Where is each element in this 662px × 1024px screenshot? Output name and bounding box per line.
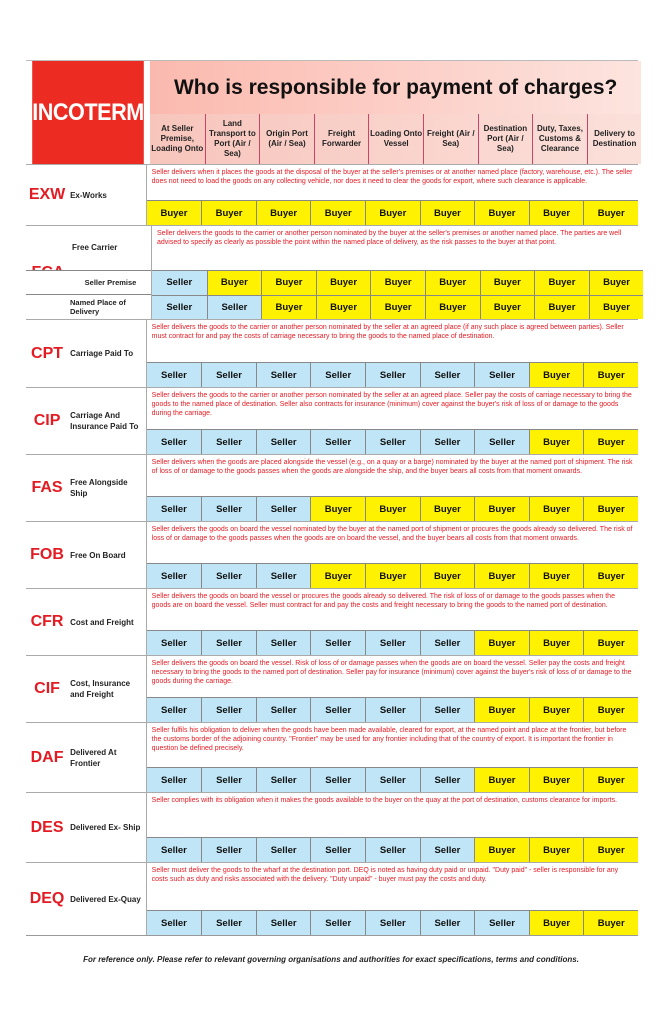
buyer-cell: Buyer	[201, 200, 256, 225]
buyer-cell: Buyer	[425, 295, 480, 320]
buyer-cell: Buyer	[480, 270, 535, 295]
buyer-cell: Buyer	[583, 362, 638, 387]
term-name: Delivered Ex-Quay	[70, 894, 141, 904]
seller-cell: Seller	[310, 630, 365, 655]
term-row-fob	[26, 521, 638, 588]
seller-cell: Seller	[152, 270, 207, 295]
seller-cell: Seller	[420, 767, 475, 792]
buyer-cell: Buyer	[261, 295, 316, 320]
seller-cell: Seller	[310, 910, 365, 935]
seller-cell: Seller	[256, 630, 311, 655]
term-name: Delivered At Frontier	[70, 747, 117, 768]
term-row-cfr	[26, 588, 638, 655]
seller-cell: Seller	[474, 362, 529, 387]
seller-cell: Seller	[365, 837, 420, 862]
seller-cell: Seller	[201, 910, 256, 935]
page-title: Who is responsible for payment of charges?	[150, 61, 641, 114]
buyer-cell: Buyer	[529, 910, 584, 935]
buyer-cell: Buyer	[589, 270, 644, 295]
buyer-cell: Buyer	[589, 295, 644, 320]
responsibility-cells	[147, 697, 638, 722]
term-body	[146, 388, 638, 454]
term-name: Carriage Paid To	[70, 349, 134, 358]
column-header-9: Delivery to Destination	[587, 114, 642, 164]
seller-cell: Seller	[201, 563, 256, 588]
seller-cell: Seller	[420, 362, 475, 387]
buyer-cell: Buyer	[529, 563, 584, 588]
buyer-cell: Buyer	[480, 295, 535, 320]
seller-cell: Seller	[201, 429, 256, 454]
term-body	[146, 723, 638, 792]
term-row-fas	[26, 454, 638, 521]
term-row-cif	[26, 655, 638, 722]
buyer-cell: Buyer	[420, 200, 475, 225]
buyer-cell: Buyer	[583, 767, 638, 792]
seller-cell: Seller	[365, 630, 420, 655]
seller-cell: Seller	[256, 496, 311, 521]
buyer-cell: Buyer	[365, 563, 420, 588]
seller-cell: Seller	[365, 910, 420, 935]
seller-cell: Seller	[474, 429, 529, 454]
responsibility-cells	[147, 910, 638, 935]
buyer-cell: Buyer	[316, 270, 371, 295]
responsibility-cells	[152, 295, 643, 320]
seller-cell: Seller	[201, 630, 256, 655]
responsibility-cells	[147, 429, 638, 454]
fca-sub-label: Seller Premise	[26, 270, 151, 295]
header-right	[150, 61, 641, 164]
term-name: Delivered Ex- Ship	[70, 823, 141, 832]
term-code: DEQ	[29, 890, 65, 907]
term-row-des	[26, 792, 638, 862]
incoterm-logo: INCOTERM	[32, 61, 144, 164]
term-row-cip	[26, 387, 638, 454]
buyer-cell: Buyer	[583, 837, 638, 862]
seller-cell: Seller	[201, 837, 256, 862]
responsibility-cells	[147, 837, 638, 862]
seller-cell: Seller	[201, 362, 256, 387]
term-name: Free On Board	[70, 550, 126, 560]
term-row-cpt	[26, 319, 638, 387]
term-description: Seller delivers when the goods are placed alongside the vessel (e.g., on a quay or a barge) nominated by the buyer at the named port of shipment. The risk of loss of or damage to the goods passes when the goods are alongside the ship, and the buyer bears all costs from that moment onwards.	[151, 459, 633, 476]
term-name: Cost and Freight	[70, 617, 134, 627]
seller-cell: Seller	[365, 767, 420, 792]
buyer-cell: Buyer	[583, 697, 638, 722]
buyer-cell: Buyer	[474, 563, 529, 588]
seller-cell: Seller	[256, 767, 311, 792]
buyer-cell: Buyer	[370, 270, 425, 295]
buyer-cell: Buyer	[365, 200, 420, 225]
column-headers	[150, 114, 641, 164]
term-body	[146, 455, 638, 521]
seller-cell: Seller	[256, 429, 311, 454]
seller-cell: Seller	[147, 563, 202, 588]
buyer-cell: Buyer	[256, 200, 311, 225]
term-code: DAF	[30, 748, 64, 766]
seller-cell: Seller	[420, 837, 475, 862]
buyer-cell: Buyer	[529, 767, 584, 792]
buyer-cell: Buyer	[583, 910, 638, 935]
seller-cell: Seller	[147, 630, 202, 655]
term-body	[146, 589, 638, 655]
buyer-cell: Buyer	[529, 496, 584, 521]
incoterms-chart	[26, 60, 638, 936]
term-name: Carriage And Insurance Paid To	[70, 411, 139, 431]
term-description: Seller delivers the goods on board the vessel nominated by the buyer at the named port of shipment or procures the goods already so delivered. The risk of loss of or damage to the goods passes when the goods are on board the vessel, and the buyer bears all costs from that moment onwards.	[151, 526, 633, 543]
column-header-5: Loading Onto Vessel	[368, 114, 423, 164]
buyer-cell: Buyer	[529, 630, 584, 655]
seller-cell: Seller	[256, 563, 311, 588]
buyer-cell: Buyer	[529, 697, 584, 722]
seller-cell: Seller	[310, 767, 365, 792]
buyer-cell: Buyer	[420, 496, 475, 521]
buyer-cell: Buyer	[529, 837, 584, 862]
term-name: Free Alongside Ship	[70, 478, 128, 498]
buyer-cell: Buyer	[583, 496, 638, 521]
term-description: Seller delivers the goods to the carrier or another person nominated by the buyer at the seller's premises or another named place. The parties are well advised to specify as clearly as possible the point within the named place of delivery, as the risk passes to the buyer at that point.	[157, 230, 622, 247]
buyer-cell: Buyer	[474, 697, 529, 722]
seller-cell: Seller	[256, 837, 311, 862]
column-header-8: Duty, Taxes, Customs & Clearance	[532, 114, 587, 164]
seller-cell: Seller	[147, 362, 202, 387]
buyer-cell: Buyer	[425, 270, 480, 295]
responsibility-cells	[147, 767, 638, 792]
term-code: EXW	[28, 186, 66, 203]
seller-cell: Seller	[256, 697, 311, 722]
term-description: Seller delivers the goods to the carrier or another person nominated by the seller at an agreed place (if any such place is agreed between parties). Seller must contract for and pay the costs of carriage necessary to bring the goods to the named place of destination.	[151, 324, 624, 341]
term-code: CIF	[34, 680, 60, 697]
buyer-cell: Buyer	[529, 429, 584, 454]
seller-cell: Seller	[474, 910, 529, 935]
term-row-exw	[26, 164, 638, 225]
seller-cell: Seller	[201, 697, 256, 722]
term-row-daf	[26, 722, 638, 792]
buyer-cell: Buyer	[583, 429, 638, 454]
term-description: Seller complies with its obligation when it makes the goods available to the buyer on the quay at the port of destination, customs clearance for imports.	[151, 797, 618, 804]
term-body	[146, 793, 638, 862]
seller-cell: Seller	[256, 910, 311, 935]
term-description: Seller must deliver the goods to the wharf at the destination port. DEQ is noted as having duty paid or unpaid. "Duty paid" - seller is responsible for any costs such as duty and risks associated with the delivery. "Duty unpaid" - buyer must pay the costs and duty.	[151, 867, 619, 884]
buyer-cell: Buyer	[207, 270, 262, 295]
buyer-cell: Buyer	[583, 200, 638, 225]
buyer-cell: Buyer	[534, 295, 589, 320]
seller-cell: Seller	[420, 910, 475, 935]
term-code: CIP	[33, 412, 61, 429]
buyer-cell: Buyer	[583, 563, 638, 588]
term-row-deq	[26, 862, 638, 935]
term-body	[146, 320, 638, 387]
buyer-cell: Buyer	[420, 563, 475, 588]
fca-labels	[70, 226, 151, 319]
buyer-cell: Buyer	[474, 630, 529, 655]
fca-left	[26, 226, 151, 319]
buyer-cell: Buyer	[365, 496, 420, 521]
seller-cell: Seller	[147, 697, 202, 722]
column-header-2: Land Transport to Port (Air / Sea)	[205, 114, 260, 164]
term-body	[146, 863, 638, 935]
footer-note: For reference only. Please refer to relevant governing organisations and authorities for exact specifications, terms and conditions.	[83, 955, 579, 964]
seller-cell: Seller	[147, 496, 202, 521]
buyer-cell: Buyer	[474, 496, 529, 521]
seller-cell: Seller	[420, 630, 475, 655]
seller-cell: Seller	[256, 362, 311, 387]
term-body	[146, 165, 638, 225]
seller-cell: Seller	[201, 767, 256, 792]
column-header-1: At Seller Premise, Loading Onto	[151, 124, 204, 153]
seller-cell: Seller	[152, 295, 207, 320]
seller-cell: Seller	[310, 697, 365, 722]
term-code: DES	[30, 818, 64, 836]
buyer-cell: Buyer	[474, 200, 529, 225]
term-code: FAS	[31, 479, 63, 496]
seller-cell: Seller	[147, 429, 202, 454]
seller-cell: Seller	[147, 837, 202, 862]
term-description: Seller delivers the goods on board the vessel. Risk of loss of or damage passes when the goods are on board the vessel. Seller pay the costs and freight necessary to bring the goods to the named port of destination. Seller pay for insurance (minimum) cover against the buyer's risk of loss of or damage to the goods during the carriage.	[151, 660, 632, 686]
buyer-cell: Buyer	[583, 630, 638, 655]
column-header-7: Destination Port (Air / Sea)	[478, 114, 533, 164]
buyer-cell: Buyer	[310, 496, 365, 521]
responsibility-cells	[152, 270, 643, 295]
term-body	[151, 226, 643, 319]
column-header-6: Freight (Air / Sea)	[423, 114, 478, 164]
buyer-cell: Buyer	[529, 200, 584, 225]
term-name: Cost, Insurance and Freight	[70, 679, 131, 699]
seller-cell: Seller	[147, 910, 202, 935]
responsibility-cells	[147, 200, 638, 225]
column-header-3: Origin Port (Air / Sea)	[259, 114, 314, 164]
term-description: Seller fulfils his obligation to deliver when the goods have been made available, cleared for export, at the named point and place at the frontier, but before the customs border of the adjoining country. "Frontier" may be used for any frontier including that of the country of export. It is important the frontier in question be defined precisely.	[151, 727, 627, 753]
buyer-cell: Buyer	[316, 295, 371, 320]
seller-cell: Seller	[147, 767, 202, 792]
term-description: Seller delivers the goods on board the vessel or procures the goods already so delivered. The risk of loss of or damage to the goods passes when the goods are on board the vessel. Seller must contract for and pay the costs and freight necessary to bring the goods to the named port of destination.	[151, 593, 615, 610]
buyer-cell: Buyer	[310, 200, 365, 225]
column-header-4: Freight Forwarder	[314, 114, 369, 164]
fca-sub-label: Named Place of Delivery	[26, 294, 151, 319]
term-description: Seller delivers when it places the goods at the disposal of the buyer at the seller's premises or at another named place (factory, warehouse, etc.). The seller does not need to load the goods on any collecting vehicle, nor does it need to clear the goods for export, where such clearance is applicable.	[151, 169, 633, 186]
buyer-cell: Buyer	[529, 362, 584, 387]
seller-cell: Seller	[365, 697, 420, 722]
term-rows	[26, 164, 638, 935]
buyer-cell: Buyer	[370, 295, 425, 320]
seller-cell: Seller	[207, 295, 262, 320]
seller-cell: Seller	[365, 362, 420, 387]
term-code: CFR	[30, 613, 64, 630]
seller-cell: Seller	[420, 429, 475, 454]
term-name: Ex-Works	[70, 190, 107, 200]
term-description: Seller delivers the goods to the carrier or another person nominated by the seller at an agreed place. Seller pay the costs of carriage necessary to bring the goods to the named place of destination. Seller also contracts for insurance (minimum) cover against the buyer's risk of loss of or damage to the goods during the carriage.	[151, 392, 632, 418]
term-name: Free Carrier	[72, 243, 118, 253]
responsibility-cells	[147, 496, 638, 521]
chart-header	[26, 61, 638, 164]
buyer-cell: Buyer	[474, 767, 529, 792]
term-code: CPT	[31, 344, 64, 362]
buyer-cell: Buyer	[310, 563, 365, 588]
term-body	[146, 656, 638, 722]
term-body	[146, 522, 638, 588]
seller-cell: Seller	[310, 837, 365, 862]
responsibility-cells	[147, 362, 638, 387]
seller-cell: Seller	[310, 362, 365, 387]
responsibility-cells	[147, 630, 638, 655]
seller-cell: Seller	[365, 429, 420, 454]
buyer-cell: Buyer	[474, 837, 529, 862]
term-row-fca	[26, 225, 638, 319]
buyer-cell: Buyer	[534, 270, 589, 295]
buyer-cell: Buyer	[261, 270, 316, 295]
buyer-cell: Buyer	[147, 200, 202, 225]
seller-cell: Seller	[310, 429, 365, 454]
seller-cell: Seller	[201, 496, 256, 521]
responsibility-cells	[147, 563, 638, 588]
term-code: FOB	[30, 546, 64, 563]
seller-cell: Seller	[420, 697, 475, 722]
